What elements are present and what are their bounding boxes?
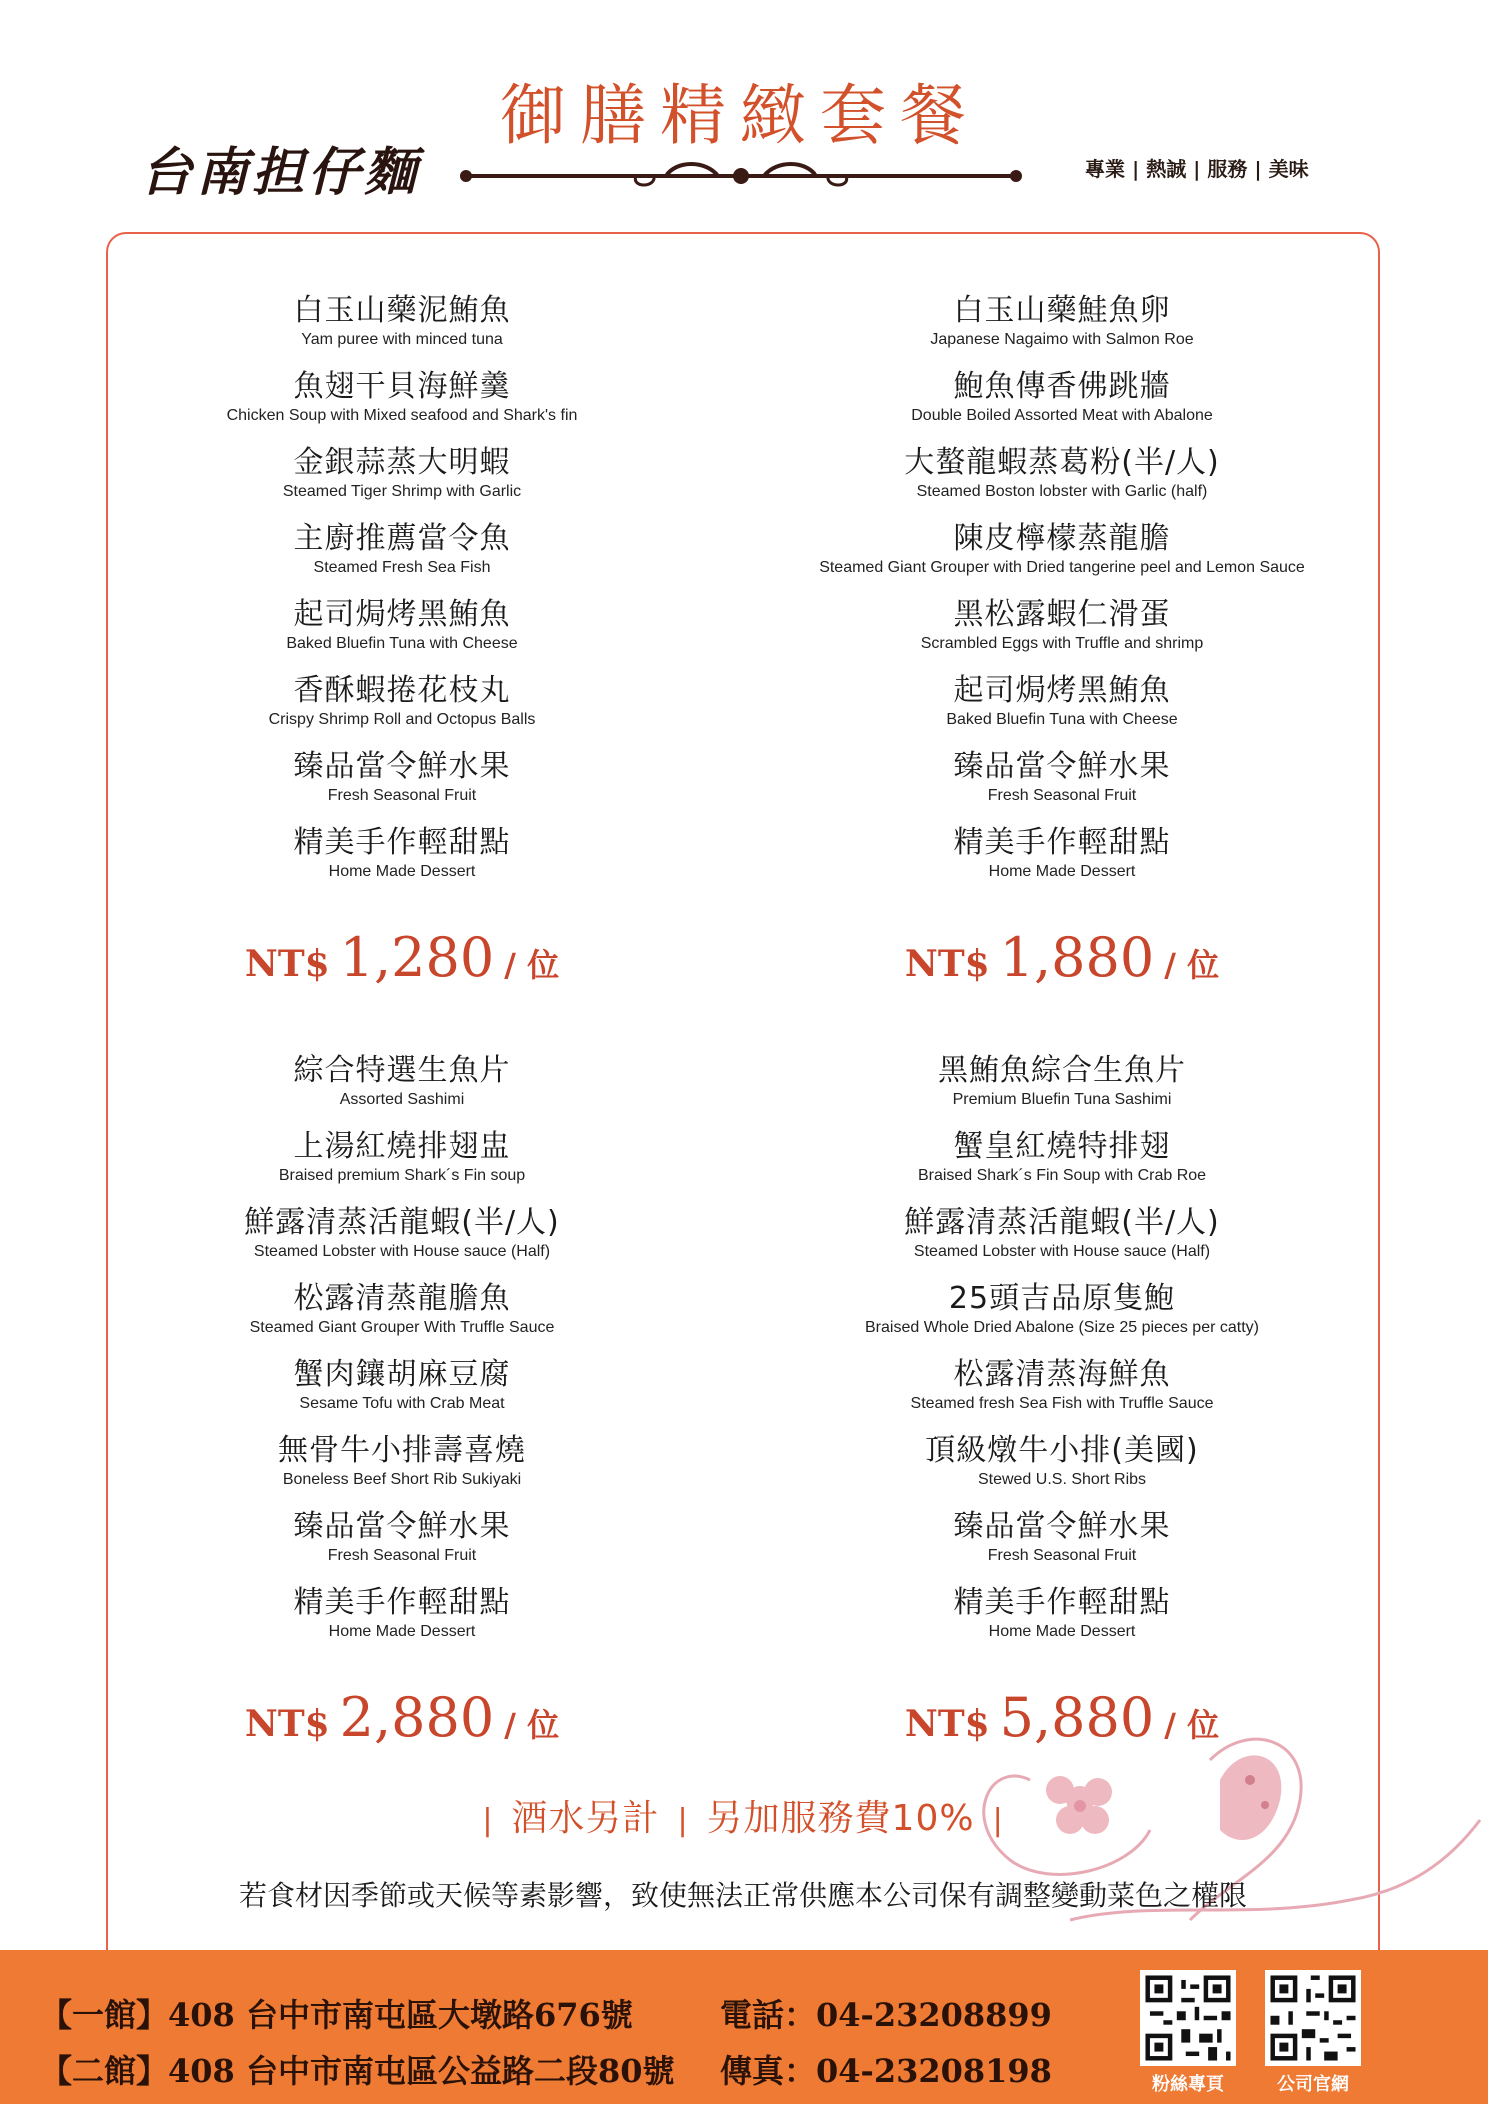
dish-item — [62, 292, 742, 368]
dish-name-en: Steamed Tiger Shrimp with Garlic — [282, 483, 522, 500]
dish-name-en: Fresh Seasonal Fruit — [987, 787, 1137, 804]
dish-name-zh: 主廚推薦當令魚 — [293, 521, 511, 556]
dish-name-zh: 黑鮪魚綜合生魚片 — [938, 1053, 1186, 1088]
qr-fanpage[interactable] — [1140, 1970, 1236, 2096]
dish-name-en: Stewed U.S. Short Ribs — [977, 1471, 1147, 1488]
branch-2-info — [40, 2046, 1052, 2092]
dish-item — [722, 1204, 1402, 1280]
dish-name-zh: 蟹肉鑲胡麻豆腐 — [293, 1357, 511, 1392]
dish-item — [62, 368, 742, 444]
dish-name-zh: 起司焗烤黑鮪魚 — [293, 597, 511, 632]
price-amount: 1,280 — [339, 926, 495, 989]
dish-name-zh: 精美手作輕甜點 — [953, 825, 1171, 860]
dish-item — [722, 596, 1402, 672]
dish-item — [62, 1280, 742, 1356]
set-price — [62, 1686, 742, 1749]
dish-item — [722, 1432, 1402, 1508]
dish-name-zh: 精美手作輕甜點 — [293, 825, 511, 860]
menu-set-1 — [62, 292, 742, 989]
dish-item — [722, 748, 1402, 824]
branch-1-address: 408 台中市南屯區大墩路676號 — [168, 1996, 633, 2034]
dish-name-zh: 陳皮檸檬蒸龍膽 — [953, 521, 1171, 556]
footer-bar — [0, 1950, 1488, 2104]
dish-item — [722, 292, 1402, 368]
qr-code-icon — [1140, 1970, 1236, 2066]
dish-name-zh: 魚翅干貝海鮮羹 — [293, 369, 511, 404]
dish-name-en: Premium Bluefin Tuna Sashimi — [952, 1091, 1172, 1108]
dish-name-en: Fresh Seasonal Fruit — [987, 1547, 1137, 1564]
branch-1-label: 【一館】 — [40, 1996, 169, 2034]
dish-name-zh: 蟹皇紅燒特排翅 — [953, 1129, 1171, 1164]
dish-name-en: Sesame Tofu with Crab Meat — [299, 1395, 505, 1412]
dish-item — [722, 824, 1402, 900]
price-per-person: / 位 — [1164, 1706, 1220, 1744]
dish-name-zh: 鮑魚傳香佛跳牆 — [953, 369, 1171, 404]
dish-item — [62, 596, 742, 672]
page-title: 御膳精緻套餐 — [500, 77, 980, 154]
dish-name-zh: 起司焗烤黑鮪魚 — [953, 673, 1171, 708]
dish-name-en: Home Made Dessert — [988, 863, 1136, 880]
dish-name-en: Steamed Lobster with House sauce (Half) — [913, 1243, 1211, 1260]
dish-name-zh: 黑松露蝦仁滑蛋 — [953, 597, 1171, 632]
dish-name-en: Home Made Dessert — [328, 863, 476, 880]
set-price — [722, 926, 1402, 989]
dish-item — [62, 672, 742, 748]
dish-item — [722, 1356, 1402, 1432]
phone-number: 電話：04-23208899 — [720, 1996, 1052, 2034]
price-amount: 1,880 — [999, 926, 1155, 989]
service-fee-note: 另加服務費10% — [706, 1798, 975, 1839]
dish-name-en: Steamed Giant Grouper with Dried tangerine peel and Lemon Sauce — [819, 559, 1305, 576]
dish-name-en: Assorted Sashimi — [339, 1091, 465, 1108]
dish-name-zh: 精美手作輕甜點 — [293, 1585, 511, 1620]
price-amount: 5,880 — [999, 1686, 1155, 1749]
dish-name-zh: 金銀蒜蒸大明蝦 — [293, 445, 511, 480]
dish-name-en: Home Made Dessert — [328, 1623, 476, 1640]
price-currency: NT$ — [904, 943, 990, 985]
dish-name-zh: 鮮露清蒸活龍蝦(半/人) — [244, 1205, 560, 1240]
qr-code-icon — [1265, 1970, 1361, 2066]
menu-set-4 — [722, 1052, 1402, 1749]
set-price — [62, 926, 742, 989]
dish-item — [62, 1052, 742, 1128]
qr-website-caption: 公司官網 — [1277, 2074, 1349, 2095]
price-currency: NT$ — [244, 943, 330, 985]
dish-name-zh: 松露清蒸龍膽魚 — [293, 1281, 511, 1316]
dish-item — [62, 1128, 742, 1204]
dish-item — [722, 1584, 1402, 1660]
price-currency: NT$ — [244, 1703, 330, 1745]
dish-item — [722, 1508, 1402, 1584]
price-amount: 2,880 — [339, 1686, 495, 1749]
dish-name-zh: 大螯龍蝦蒸葛粉(半/人) — [904, 445, 1220, 480]
dish-item — [62, 824, 742, 900]
dish-item — [722, 368, 1402, 444]
dish-name-zh: 香酥蝦捲花枝丸 — [293, 673, 511, 708]
dish-name-zh: 松露清蒸海鮮魚 — [953, 1357, 1171, 1392]
dish-name-en: Baked Bluefin Tuna with Cheese — [286, 635, 518, 652]
disclaimer: 若食材因季節或天候等素影響，致使無法正常供應本公司保有調整變動菜色之權限 — [238, 1879, 1247, 1912]
dish-item — [62, 444, 742, 520]
dish-name-zh: 上湯紅燒排翅盅 — [293, 1129, 511, 1164]
dish-name-zh: 鮮露清蒸活龍蝦(半/人) — [904, 1205, 1220, 1240]
dish-name-zh: 無骨牛小排壽喜燒 — [278, 1433, 526, 1468]
dish-item — [62, 748, 742, 824]
qr-website[interactable] — [1265, 1970, 1361, 2096]
dish-name-en: Braised premium Shark´s Fin soup — [278, 1167, 526, 1184]
dish-name-en: Fresh Seasonal Fruit — [327, 787, 477, 804]
dish-name-en: Yam puree with minced tuna — [301, 331, 503, 348]
dish-item — [62, 1356, 742, 1432]
dish-name-en: Steamed Boston lobster with Garlic (half) — [916, 483, 1208, 500]
price-per-person: / 位 — [504, 946, 560, 984]
dish-item — [62, 1508, 742, 1584]
menu-set-3 — [62, 1052, 742, 1749]
dish-name-zh: 白玉山藥泥鮪魚 — [293, 293, 511, 328]
drinks-note: 酒水另計 — [511, 1798, 660, 1839]
ornamental-divider — [456, 160, 1026, 190]
dish-name-en: Home Made Dessert — [988, 1623, 1136, 1640]
qr-fanpage-caption: 粉絲專頁 — [1152, 2074, 1224, 2095]
dish-name-zh: 精美手作輕甜點 — [953, 1585, 1171, 1620]
fax-number: 傳真：04-23208198 — [720, 2052, 1052, 2090]
dish-item — [722, 1280, 1402, 1356]
dish-name-en: Fresh Seasonal Fruit — [327, 1547, 477, 1564]
restaurant-logo: 台南担仔麵 — [140, 142, 421, 203]
dish-item — [722, 672, 1402, 748]
branch-2-address: 408 台中市南屯區公益路二段80號 — [168, 2052, 675, 2090]
dish-name-en: Steamed Lobster with House sauce (Half) — [253, 1243, 551, 1260]
dish-name-en: Japanese Nagaimo with Salmon Roe — [930, 331, 1194, 348]
branch-2-label: 【二館】 — [40, 2052, 169, 2090]
dish-name-en: Chicken Soup with Mixed seafood and Shark's fin — [226, 407, 578, 424]
branch-1-info — [40, 1990, 1052, 2036]
dish-name-en: Crispy Shrimp Roll and Octopus Balls — [268, 711, 536, 728]
dish-item — [62, 1432, 742, 1508]
dish-name-en: Scrambled Eggs with Truffle and shrimp — [920, 635, 1204, 652]
dish-item — [62, 1584, 742, 1660]
tagline: 專業 | 熱誠 | 服務 | 美味 — [1085, 157, 1309, 181]
dish-item — [722, 520, 1402, 596]
dish-name-zh: 白玉山藥鮭魚卵 — [953, 293, 1171, 328]
price-per-person: / 位 — [1164, 946, 1220, 984]
dish-name-zh: 綜合特選生魚片 — [293, 1053, 511, 1088]
dish-name-zh: 臻品當令鮮水果 — [293, 1509, 511, 1544]
price-per-person: / 位 — [504, 1706, 560, 1744]
dish-item — [722, 1052, 1402, 1128]
dish-name-en: Braised Shark´s Fin Soup with Crab Roe — [917, 1167, 1207, 1184]
dish-name-en: Boneless Beef Short Rib Sukiyaki — [282, 1471, 522, 1488]
dish-name-zh: 頂級燉牛小排(美國) — [925, 1433, 1199, 1468]
dish-name-en: Braised Whole Dried Abalone (Size 25 pieces per catty) — [865, 1319, 1259, 1336]
dish-name-en: Steamed fresh Sea Fish with Truffle Sauce — [910, 1395, 1214, 1412]
dish-item — [722, 444, 1402, 520]
dish-name-en: Steamed Fresh Sea Fish — [313, 559, 491, 576]
menu-set-2 — [722, 292, 1402, 989]
dish-name-zh: 臻品當令鮮水果 — [953, 1509, 1171, 1544]
dish-name-en: Steamed Giant Grouper With Truffle Sauce — [249, 1319, 555, 1336]
price-currency: NT$ — [904, 1703, 990, 1745]
dish-item — [62, 1204, 742, 1280]
dish-name-zh: 臻品當令鮮水果 — [293, 749, 511, 784]
surcharge-notes: | 酒水另計 | 另加服務費10% | — [482, 1798, 1004, 1839]
dish-name-zh: 臻品當令鮮水果 — [953, 749, 1171, 784]
dish-name-en: Double Boiled Assorted Meat with Abalone — [911, 407, 1213, 424]
dish-item — [62, 520, 742, 596]
dish-name-en: Baked Bluefin Tuna with Cheese — [946, 711, 1178, 728]
dish-item — [722, 1128, 1402, 1204]
dish-name-zh: 25頭吉品原隻鮑 — [948, 1281, 1176, 1316]
